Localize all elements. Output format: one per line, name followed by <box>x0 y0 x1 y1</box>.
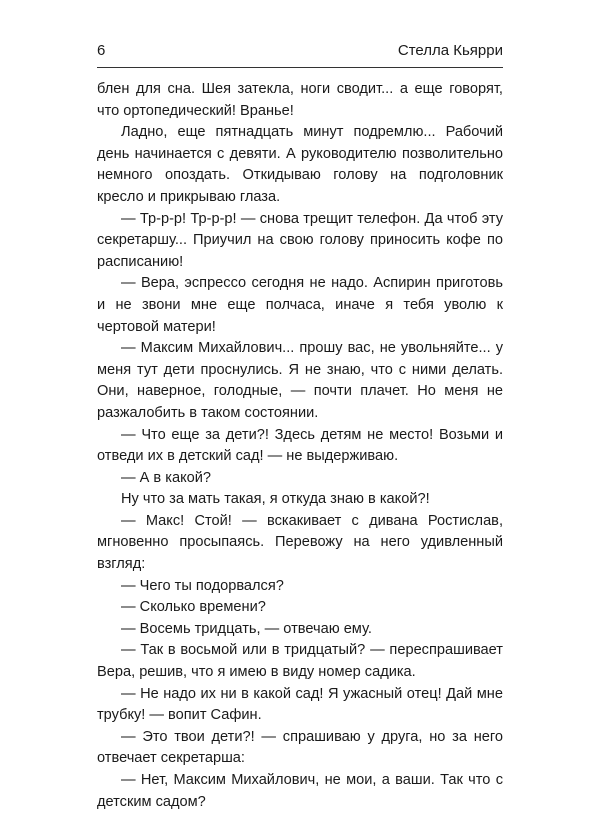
page-header <box>97 41 503 68</box>
paragraph: — Максим Михайлович... прошу вас, не увольняйте... у меня тут дети проснулись. Я не знаю, что с ними делать. Они, наверное, голодные, — почти плачет. Но меня не разжалобить в таком состоянии. <box>97 340 503 421</box>
paragraph: — Так в восьмой или в тридцатый? — переспрашивает Вера, решив, что я имею в виду номер садика. <box>97 642 503 681</box>
paragraph: — Чего ты подорвался? <box>121 577 284 594</box>
paragraph: — Тр-р-р! Тр-р-р! — снова трещит телефон. Да чтоб эту секретаршу... Приучил на свою голову приносить кофе по расписанию! <box>97 210 503 270</box>
paragraph: — Что еще за дети?! Здесь детям не место! Возьми и отведи их в детский сад! — не выдерживаю. <box>97 426 503 465</box>
paragraph: — А в какой? <box>121 469 211 486</box>
running-author: Стелла Кьярри <box>397 42 503 59</box>
page-number: 6 <box>97 42 106 59</box>
page-body-text <box>97 79 503 813</box>
paragraph: — Нет, Максим Михайлович, не мои, а ваши. Так что с детским садом? <box>97 772 503 810</box>
paragraph: — Это твои дети?! — спрашиваю у друга, но за него отвечает секретарша: <box>97 728 503 767</box>
paragraph: — Макс! Стой! — вскакивает с дивана Ростислав, мгновенно просыпаясь. Перевожу на него удивленный взгляд: <box>97 512 503 573</box>
paragraph: — Сколько времени? <box>121 599 266 616</box>
paragraph: Ну что за мать такая, я откуда знаю в какой?! <box>121 491 430 508</box>
paragraph: блен для сна. Шея затекла, ноги сводит... а еще говорят, что ортопедический! Вранье! <box>97 81 503 119</box>
paragraph: — Восемь тридцать, — отвечаю ему. <box>121 620 372 637</box>
paragraph: — Не надо их ни в какой сад! Я ужасный отец! Дай мне трубку! — вопит Сафин. <box>97 685 503 724</box>
paragraph: Ладно, еще пятнадцать минут подремлю... Рабочий день начинается с девяти. А руководителю позволительно немного опоздать. Откидываю голову на подголовник кресло и прикрываю глаза. <box>97 124 503 205</box>
paragraph: — Вера, эспрессо сегодня не надо. Аспирин приготовь и не звони мне еще полчаса, иначе я тебя уволю к чертовой матери! <box>97 275 503 335</box>
